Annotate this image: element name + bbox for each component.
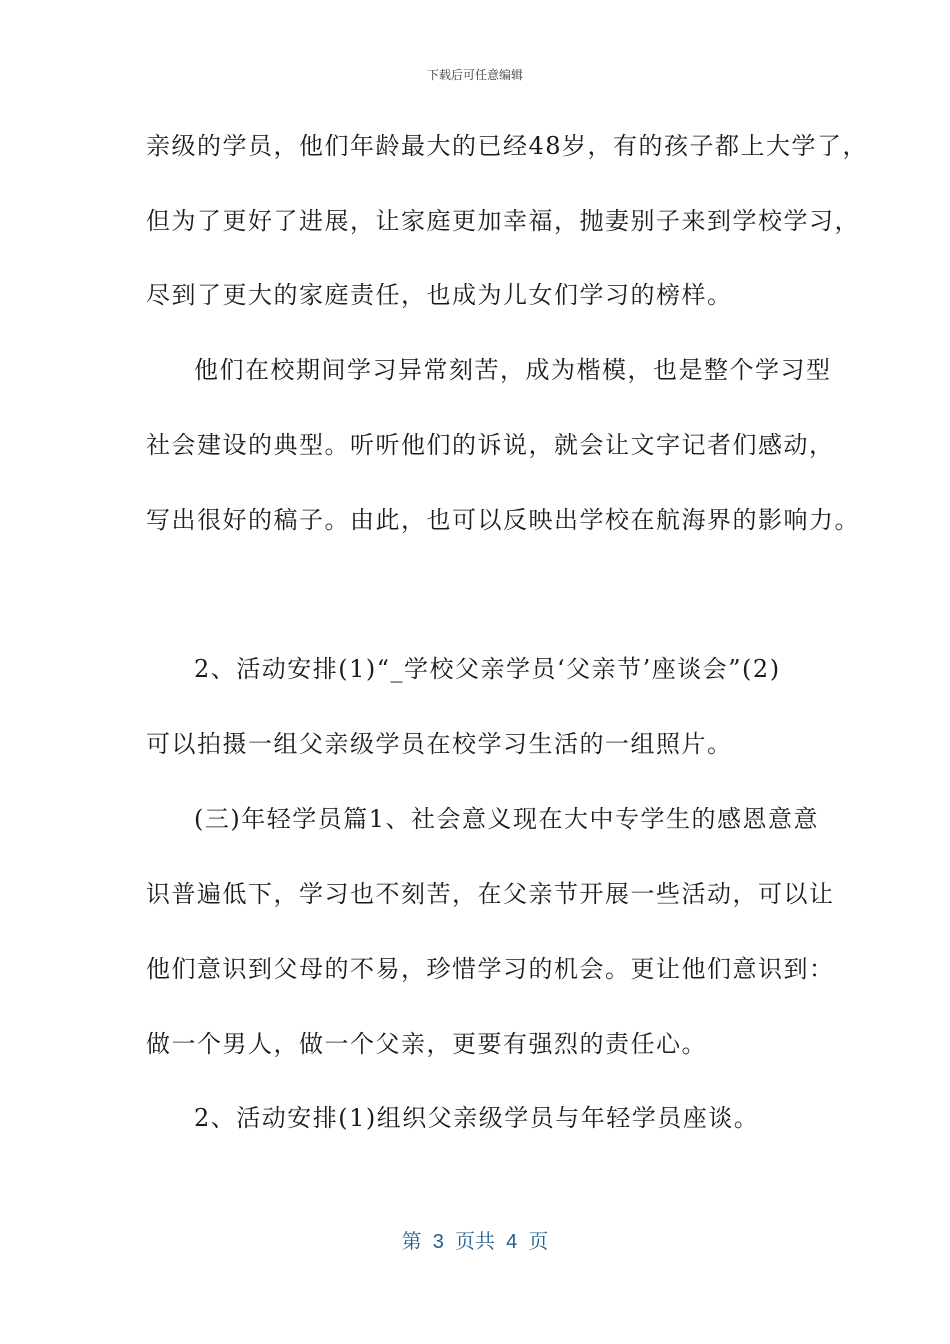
- page-number: 第 3 页共 4 页: [401, 1231, 549, 1253]
- download-note: 下载后可任意编辑: [426, 68, 523, 82]
- paragraph-line-2: 但为了更好了进展，让家庭更加幸福，抛妻别子来到学校学习，: [146, 207, 860, 235]
- paragraph-line-8: 可以拍摄一组父亲级学员在校学习生活的一组照片。: [146, 730, 733, 758]
- paragraph-line-5: 社会建设的典型。听听他们的诉说，就会让文字记者们感动，: [146, 431, 835, 459]
- paragraph-line-9: (三)年轻学员篇1、社会意义现在大中专学生的感恩意意: [194, 805, 819, 833]
- paragraph-line-3: 尽到了更大的家庭责任，也成为儿女们学习的榜样。: [146, 281, 733, 309]
- paragraph-line-13: 2、活动安排(1)组织父亲级学员与年轻学员座谈。: [194, 1104, 760, 1132]
- paragraph-line-7: 2、活动安排(1)“_学校父亲学员‘父亲节’座谈会”(2): [194, 655, 781, 683]
- paragraph-line-12: 做一个男人，做一个父亲，更要有强烈的责任心。: [146, 1030, 707, 1058]
- paragraph-line-11: 他们意识到父母的不易，珍惜学习的机会。更让他们意识到：: [146, 955, 835, 983]
- paragraph-line-4: 他们在校期间学习异常刻苦，成为楷模，也是整个学习型: [194, 356, 832, 384]
- paragraph-line-10: 识普遍低下，学习也不刻苦，在父亲节开展一些活动，可以让: [146, 880, 835, 908]
- paragraph-line-6: 写出很好的稿子。由此，也可以反映出学校在航海界的影响力。: [146, 506, 860, 534]
- paragraph-line-1: 亲级的学员，他们年龄最大的已经48岁，有的孩子都上大学了，: [146, 132, 869, 160]
